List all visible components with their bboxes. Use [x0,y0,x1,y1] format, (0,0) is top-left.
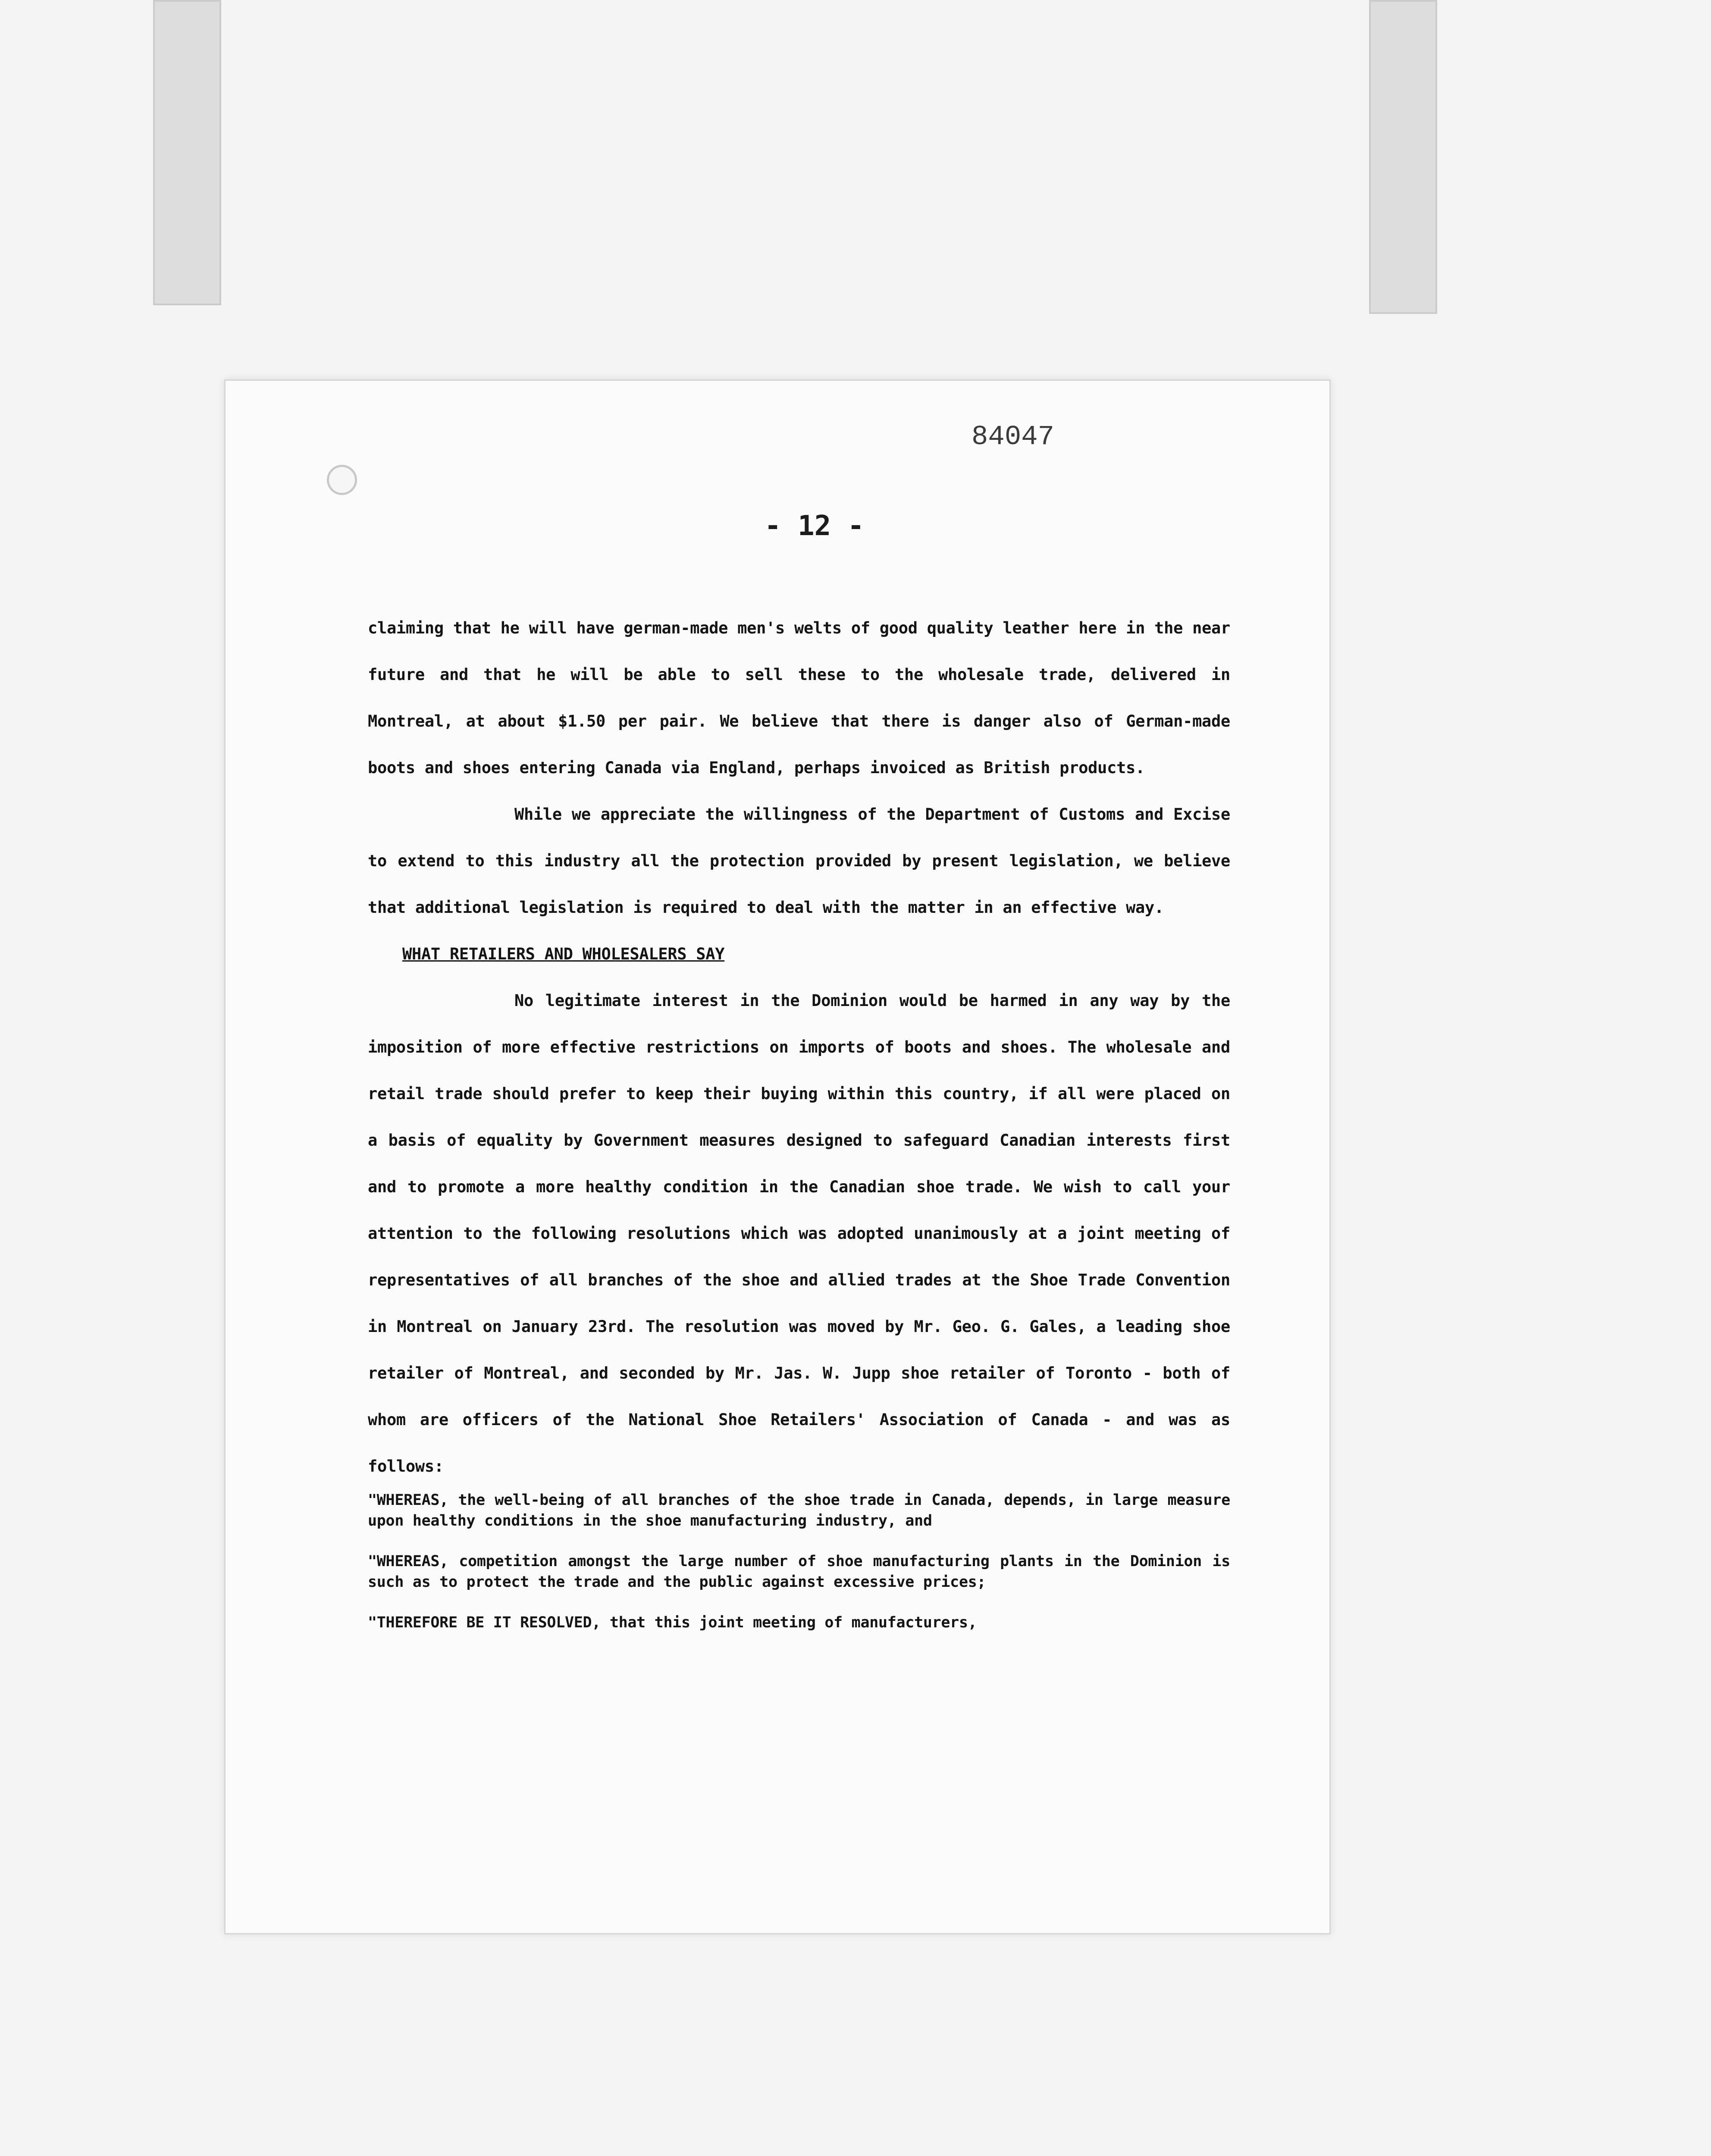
typed-document-page [224,379,1331,1934]
paragraph: claiming that he will have german-made men's welts of good quality leather here in the near future and that he will be able to sell these to the wholesale trade, delivered in Montreal, at about $1.50 per pair. We believe that there is danger also of German-made boots and shoes entering Canada via England, perhaps invoiced as British products. [368,619,1230,777]
document-number: 84047 [971,422,1055,453]
resolution-quote: "THEREFORE BE IT RESOLVED, that this joint meeting of manufacturers, [368,1614,977,1631]
paragraph: While we appreciate the willingness of the Department of Customs and Excise to extend to this industry all the protection provided by present legislation, we believe that additional legislation is required to deal with the matter in an effective way. [368,805,1230,917]
paragraph: No legitimate interest in the Dominion would be harmed in any way by the imposition of more effective restrictions on imports of boots and shoes. The wholesale and retail trade should prefer to keep their buying within this country, if all were placed on a basis of equality by Government measures designed to safeguard Canadian interests first and to promote a more healthy condition in the Canadian shoe trade. We wish to call your attention to the following resolutions which was adopted unanimously at a joint meeting of representatives of all branches of the shoe and allied trades at the Shoe Trade Convention in Montreal on January 23rd. The resolution was moved by Mr. Geo. G. Gales, a leading shoe retailer of Montreal, and seconded by Mr. Jas. W. Jupp shoe retailer of Toronto - both of whom are officers of the National Shoe Retailers' Association of Canada - and was as follows: [368,991,1230,1476]
mounting-tape [153,0,221,305]
section-heading: WHAT RETAILERS AND WHOLESALERS SAY [402,945,725,963]
resolution-quote: "WHEREAS, the well-being of all branches of the shoe trade in Canada, depends, in large measure upon healthy conditions in the shoe manufacturing industry, and [368,1492,1230,1529]
punch-hole [327,465,357,495]
mounting-tape [1369,0,1437,314]
resolution-quote: "WHEREAS, competition amongst the large number of shoe manufacturing plants in the Dominion is such as to protect the trade and the public against excessive prices; [368,1553,1230,1591]
document-body [368,605,1230,1633]
page-number: - 12 - [765,510,865,542]
